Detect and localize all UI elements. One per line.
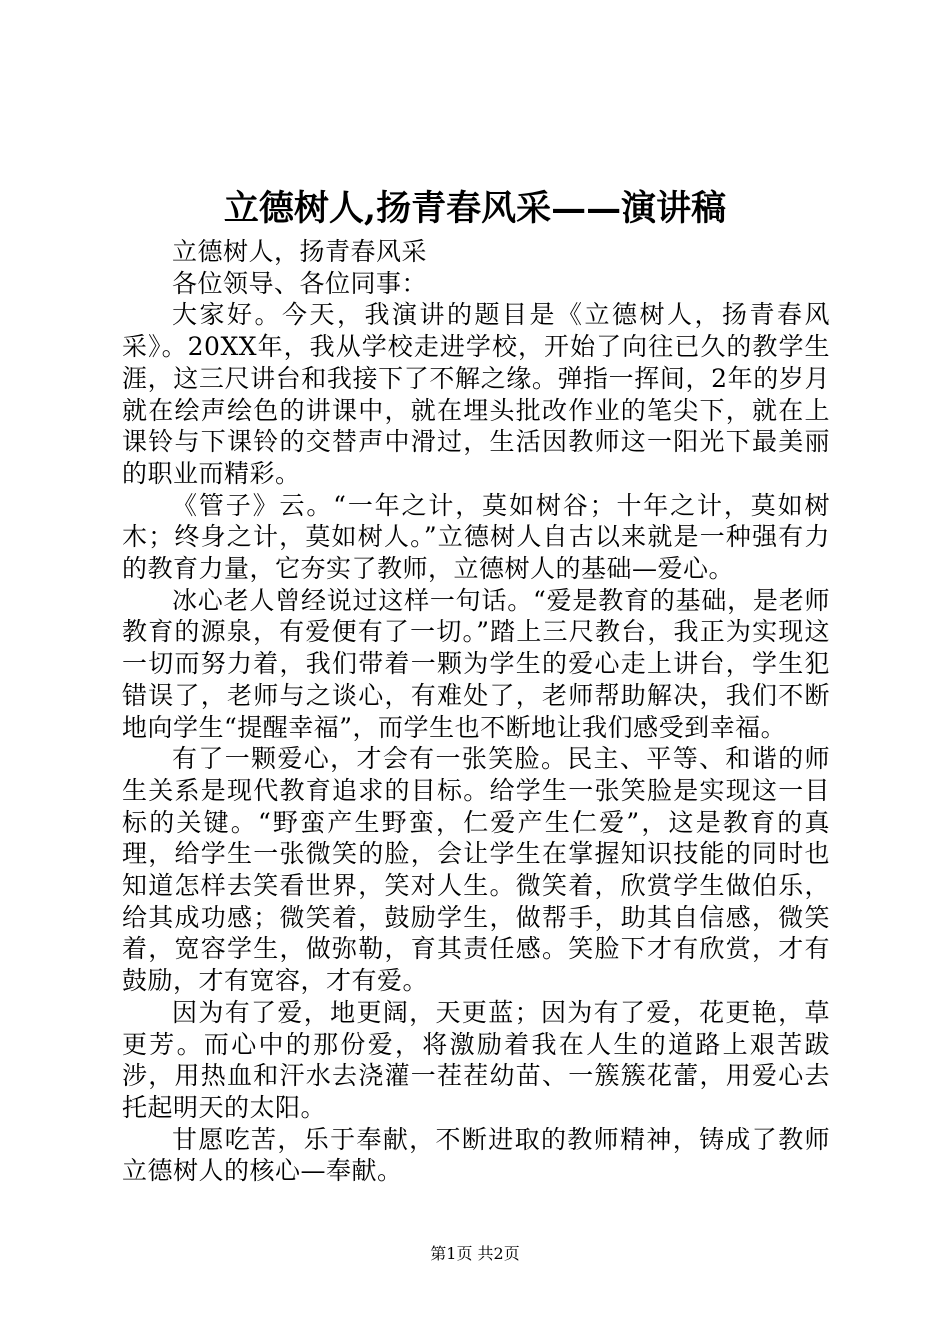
document-title: 立德树人,扬青春风采——演讲稿 <box>223 188 727 229</box>
paragraph: 《管子》云。“一年之计，莫如树谷；十年之计，莫如树木；终身之计，莫如树人。”立德树人自古以来就是一种强有力的教育力量，它夯实了教师，立德树人的基础—爱心。 <box>122 490 830 584</box>
paragraph-salutation: 各位领导、各位同事： <box>172 268 428 298</box>
paragraph: 冰心老人曾经说过这样一句话。“爱是教育的基础，是老师教育的源泉，有爱便有了一切。”踏上三尺教台，我正为实现这一切而努力着，我们带着一颗为学生的爱心走上讲台，学生犯错误了，老师与之谈心，有难处了，老师帮助解决，我们不断地向学生“提醒幸福”，而学生也不断地让我们感受到幸福。 <box>122 585 830 742</box>
paragraph: 有了一颗爱心，才会有一张笑脸。民主、平等、和谐的师生关系是现代教育追求的目标。给学生一张笑脸是实现这一目标的关键。“野蛮产生野蛮，仁爱产生仁爱”，这是教育的真理，给学生一张微笑的脸，会让学生在掌握知识技能的同时也知道怎样去笑看世界，笑对人生。微笑着，欣赏学生做伯乐，给其成功感；微笑着，鼓励学生，做帮手，助其自信感，微笑着，宽容学生，做弥勒，育其责任感。笑脸下才有欣赏，才有鼓励，才有宽容，才有爱。 <box>122 744 830 996</box>
document-body <box>122 236 830 1187</box>
paragraph: 大家好。今天，我演讲的题目是《立德树人，扬青春风采》。20XX年，我从学校走进学校，开始了向往已久的教学生涯，这三尺讲台和我接下了不解之缘。弹指一挥间，2年的岁月就在绘声绘色的讲课中，就在埋头批改作业的笔尖下，就在上课铃与下课铃的交替声中滑过，生活因教师这一阳光下最美丽的职业而精彩。 <box>122 300 830 488</box>
paragraph: 因为有了爱，地更阔，天更蓝；因为有了爱，花更艳，草更芳。而心中的那份爱，将激励着我在人生的道路上艰苦跋涉，用热血和汗水去浇灌一茬茬幼苗、一簇簇花蕾，用爱心去托起明天的太阳。 <box>122 997 830 1122</box>
paragraph-subtitle: 立德树人，扬青春风采 <box>172 237 428 266</box>
page-number-footer: 第1页 共2页 <box>430 1244 520 1263</box>
paragraph: 甘愿吃苦，乐于奉献，不断进取的教师精神，铸成了教师立德树人的核心—奉献。 <box>122 1124 830 1186</box>
